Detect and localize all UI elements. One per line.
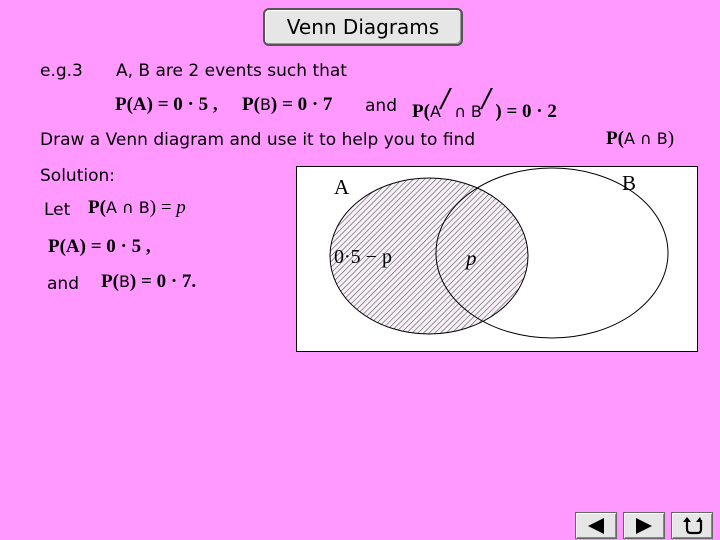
and-word-solution: and xyxy=(47,274,79,294)
return-button[interactable] xyxy=(671,512,713,539)
region-A-only-label: 0·5 − p xyxy=(334,246,392,268)
venn-diagram xyxy=(296,166,698,352)
let-word: Let xyxy=(44,200,71,220)
label-B: B xyxy=(622,171,637,195)
return-arrow-icon xyxy=(681,516,703,536)
triangle-left-icon xyxy=(586,517,606,535)
solution-heading: Solution: xyxy=(40,166,115,186)
triangle-right-icon xyxy=(634,517,654,535)
given-pA: P(A) = 0 · 5 , xyxy=(115,94,218,115)
example-label: e.g.3 xyxy=(40,61,83,81)
region-intersection-label: p xyxy=(466,246,477,270)
solution-pA: P(A) = 0 · 5 , xyxy=(48,236,151,257)
and-word-intro: and xyxy=(365,96,397,116)
slide-title xyxy=(263,8,463,46)
task-text: Draw a Venn diagram and use it to help you to find xyxy=(40,130,476,150)
solution-pB: P(B) = 0 · 7. xyxy=(101,271,197,292)
label-A: A xyxy=(334,175,350,199)
slide-title-text: Venn Diagrams xyxy=(286,15,440,39)
given-complement: P(A/ ∩ B/ ) = 0 · 2 xyxy=(412,84,557,122)
back-button[interactable] xyxy=(575,512,617,539)
task-target: P(A ∩ B) xyxy=(606,128,675,149)
problem-statement: A, B are 2 events such that xyxy=(116,61,347,81)
forward-button[interactable] xyxy=(623,512,665,539)
given-pB: P(B) = 0 · 7 xyxy=(242,94,333,115)
let-expression: P(A ∩ B) = p xyxy=(88,197,186,218)
